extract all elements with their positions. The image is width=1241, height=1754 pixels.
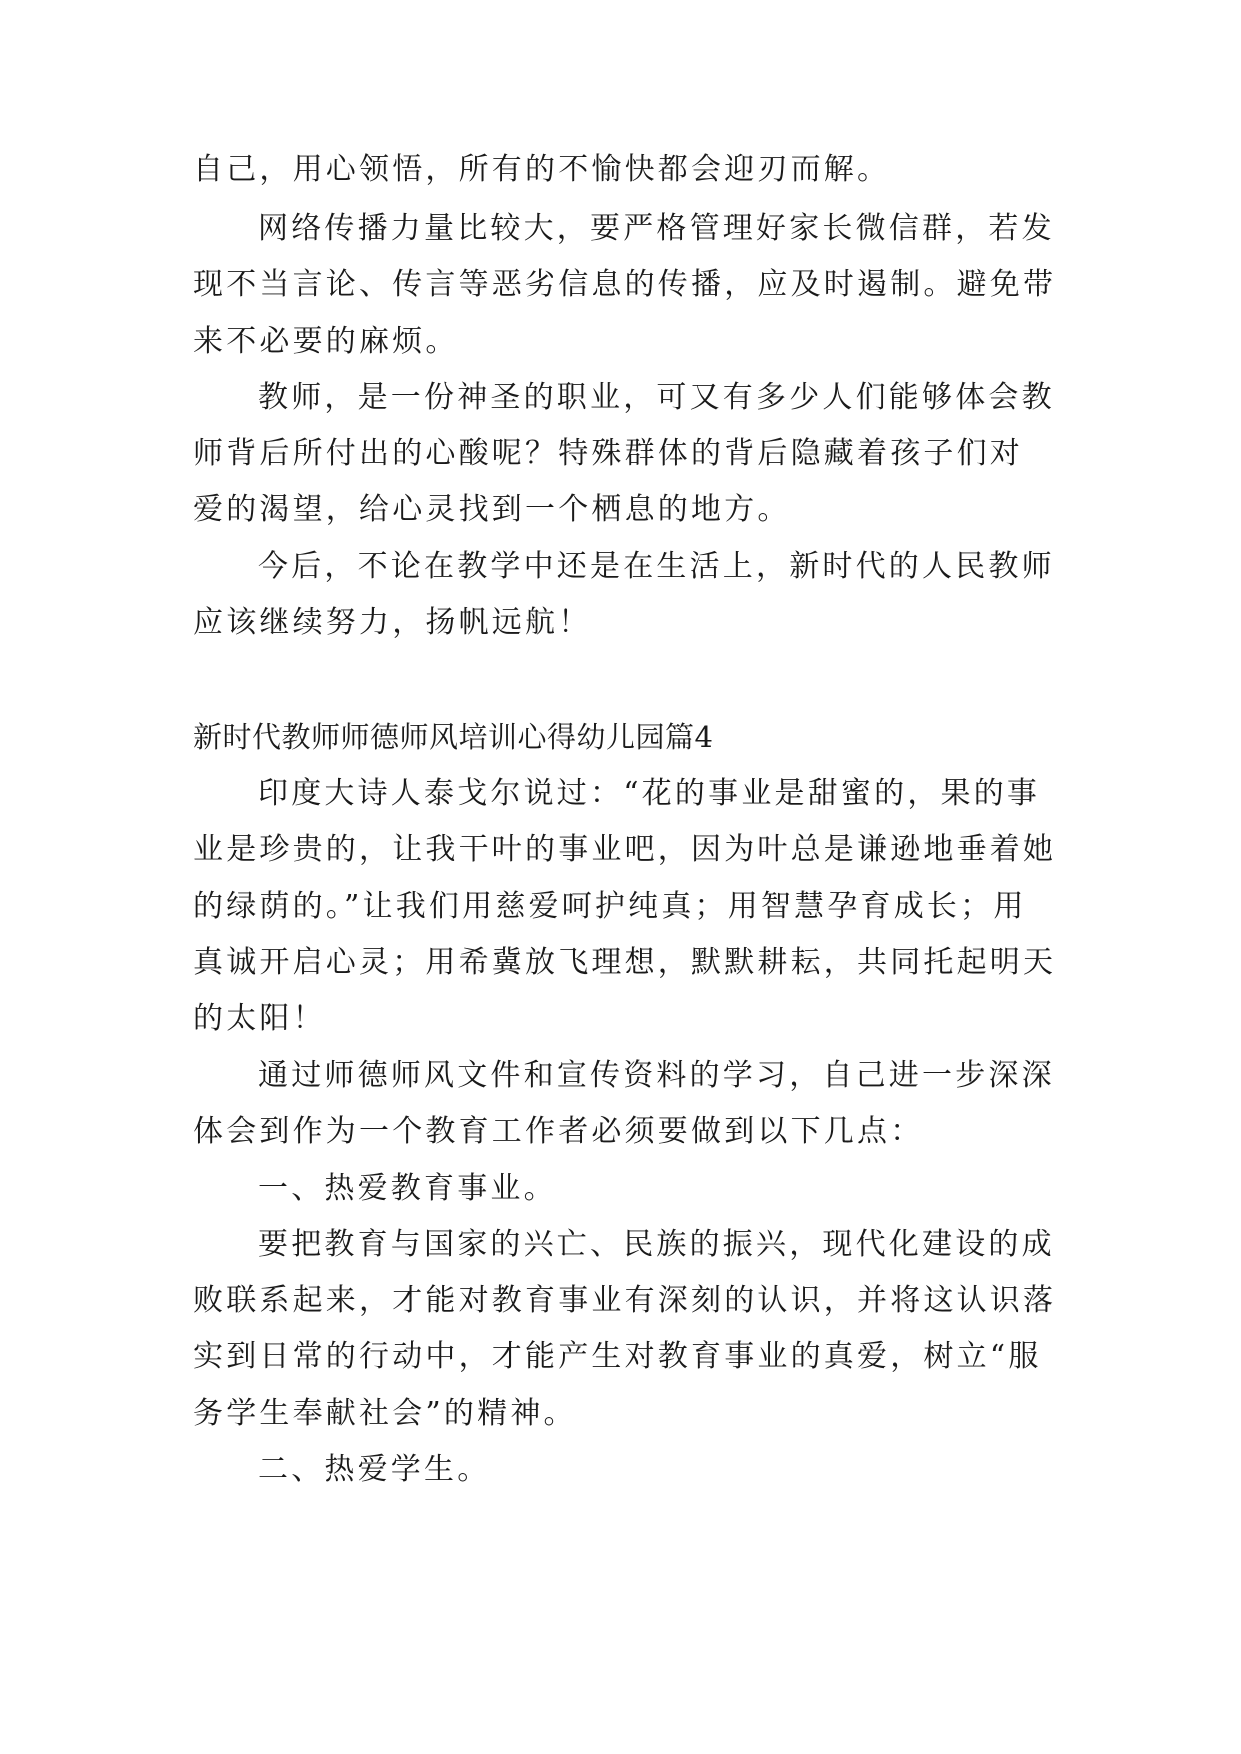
text-line: 现不当言论、传言等恶劣信息的传播，应及时遏制。避免带 bbox=[193, 267, 1057, 302]
text-line: 自己，用心领悟，所有的不愉快都会迎刃而解。 bbox=[193, 152, 891, 187]
text-line: 业是珍贵的，让我干叶的事业吧，因为叶总是谦逊地垂着她 bbox=[193, 832, 1057, 867]
text-line: 爱的渴望，给心灵找到一个栖息的地方。 bbox=[193, 492, 791, 527]
text-line: 教师，是一份神圣的职业，可又有多少人们能够体会教 bbox=[258, 380, 1055, 415]
text-line: 务学生奉献社会”的精神。 bbox=[193, 1396, 577, 1431]
section-heading: 新时代教师师德师风培训心得幼儿园篇4 bbox=[193, 720, 714, 754]
text-line: 一、热爱教育事业。 bbox=[258, 1171, 557, 1206]
text-line: 网络传播力量比较大，要严格管理好家长微信群，若发 bbox=[258, 211, 1055, 246]
text-line: 来不必要的麻烦。 bbox=[193, 324, 459, 359]
text-line: 真诚开启心灵；用希冀放飞理想，默默耕耘，共同托起明天 bbox=[193, 945, 1057, 980]
text-line: 今后，不论在教学中还是在生活上，新时代的人民教师 bbox=[258, 549, 1055, 584]
text-line: 二、热爱学生。 bbox=[258, 1452, 491, 1487]
text-line: 通过师德师风文件和宣传资料的学习，自己进一步深深 bbox=[258, 1058, 1055, 1093]
text-line: 实到日常的行动中，才能产生对教育事业的真爱，树立“服 bbox=[193, 1339, 1042, 1374]
text-line: 体会到作为一个教育工作者必须要做到以下几点： bbox=[193, 1114, 924, 1149]
text-line: 的太阳！ bbox=[193, 1001, 326, 1036]
text-line: 败联系起来，才能对教育事业有深刻的认识，并将这认识落 bbox=[193, 1283, 1057, 1318]
text-line: 印度大诗人泰戈尔说过：“花的事业是甜蜜的，果的事 bbox=[258, 776, 1041, 811]
text-line: 师背后所付出的心酸呢？特殊群体的背后隐藏着孩子们对 bbox=[193, 436, 1023, 471]
text-line: 要把教育与国家的兴亡、民族的振兴，现代化建设的成 bbox=[258, 1227, 1055, 1262]
text-line: 应该继续努力，扬帆远航！ bbox=[193, 605, 592, 640]
text-line: 的绿荫的。”让我们用慈爱呵护纯真；用智慧孕育成长；用 bbox=[193, 889, 1027, 924]
